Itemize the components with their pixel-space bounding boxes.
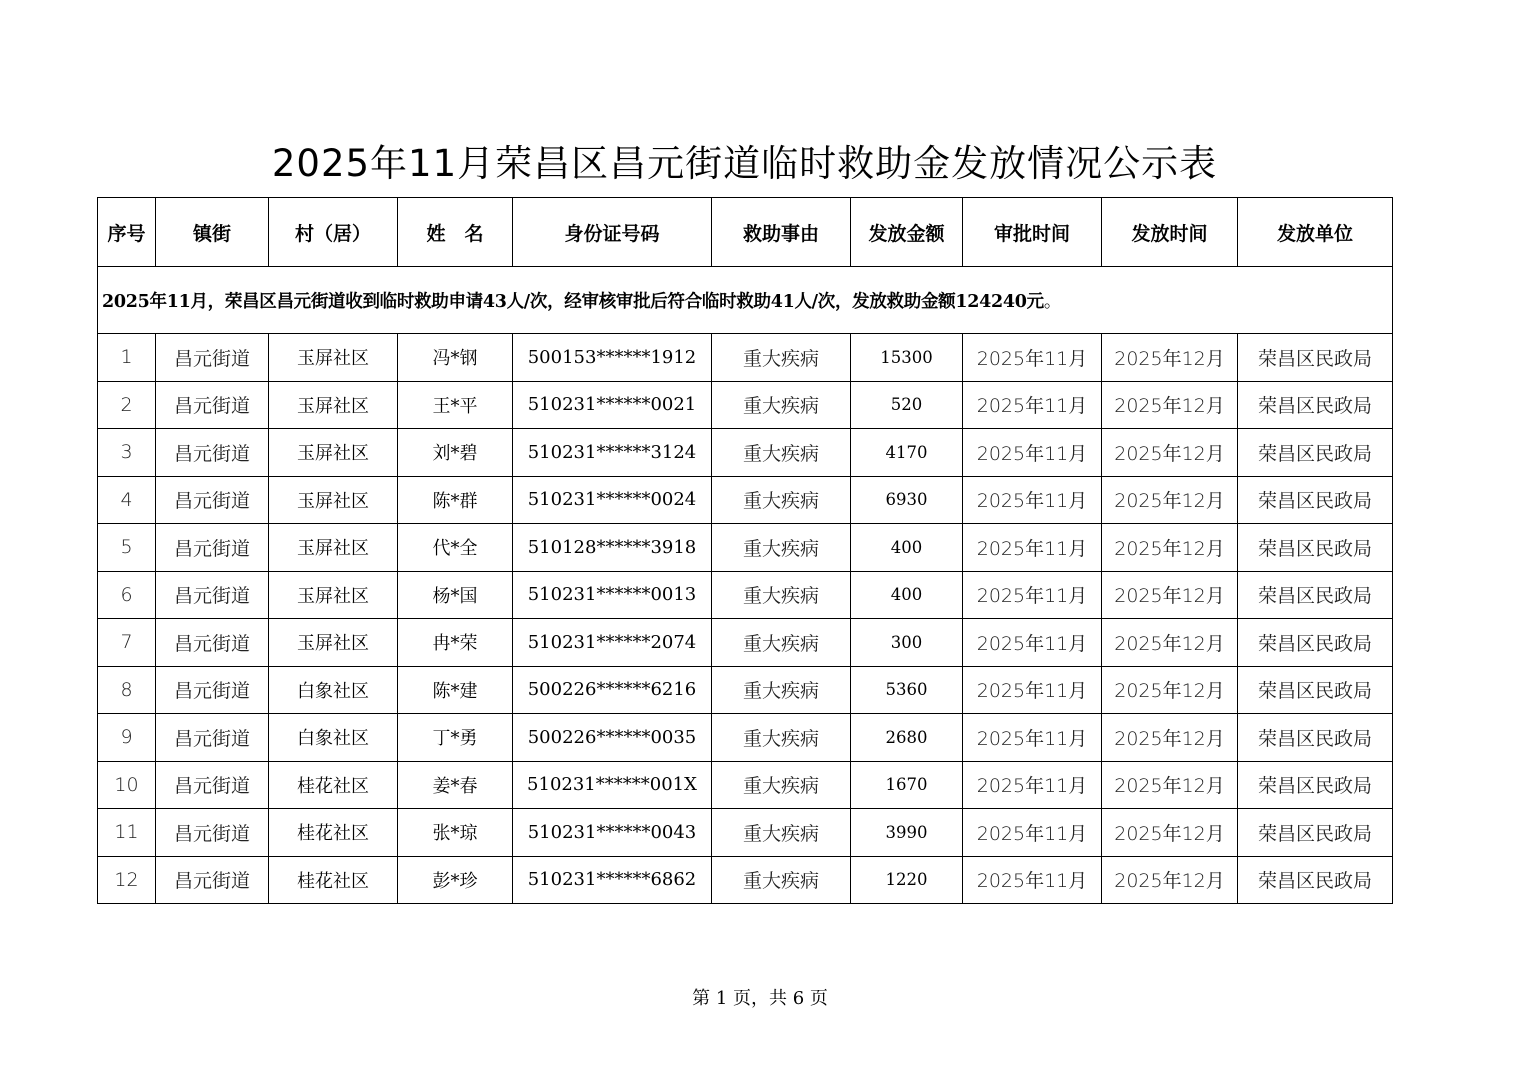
amount-cell: 5360 xyxy=(851,666,963,714)
person-name-cell: 代*全 xyxy=(398,524,513,572)
row-index-cell: 11 xyxy=(98,809,156,857)
community-cell: 白象社区 xyxy=(269,666,398,714)
town-cell: 昌元街道 xyxy=(156,381,269,429)
town-cell: 昌元街道 xyxy=(156,571,269,619)
approval-date-cell: 2025年11月 xyxy=(963,381,1102,429)
issuing-unit-cell: 荣昌区民政局 xyxy=(1238,761,1393,809)
summary-cell xyxy=(98,267,1393,334)
town-cell: 昌元街道 xyxy=(156,429,269,477)
town-cell: 昌元街道 xyxy=(156,334,269,382)
amount-cell: 1670 xyxy=(851,761,963,809)
payment-date-cell: 2025年12月 xyxy=(1102,524,1238,572)
id-number-cell: 510231******0024 xyxy=(513,476,712,524)
id-number-cell: 510231******3124 xyxy=(513,429,712,477)
town-cell: 昌元街道 xyxy=(156,476,269,524)
community-cell: 玉屏社区 xyxy=(269,476,398,524)
person-name-cell: 姜*春 xyxy=(398,761,513,809)
id-number-cell: 510231******001X xyxy=(513,761,712,809)
person-name-cell: 陈*建 xyxy=(398,666,513,714)
issuing-unit-cell: 荣昌区民政局 xyxy=(1238,809,1393,857)
payment-date-cell: 2025年12月 xyxy=(1102,714,1238,762)
header-index: 序号 xyxy=(98,198,156,267)
community-cell: 玉屏社区 xyxy=(269,571,398,619)
community-cell: 桂花社区 xyxy=(269,761,398,809)
approval-date-cell: 2025年11月 xyxy=(963,619,1102,667)
person-name-cell: 杨*国 xyxy=(398,571,513,619)
payment-date-cell: 2025年12月 xyxy=(1102,571,1238,619)
town-cell: 昌元街道 xyxy=(156,714,269,762)
person-name-cell: 王*平 xyxy=(398,381,513,429)
header-row xyxy=(98,198,1393,267)
approval-date-cell: 2025年11月 xyxy=(963,334,1102,382)
reason-cell: 重大疾病 xyxy=(712,571,851,619)
approval-date-cell: 2025年11月 xyxy=(963,524,1102,572)
issuing-unit-cell: 荣昌区民政局 xyxy=(1238,571,1393,619)
amount-cell: 3990 xyxy=(851,809,963,857)
relief-table xyxy=(97,197,1393,904)
header-reason: 救助事由 xyxy=(712,198,851,267)
reason-cell: 重大疾病 xyxy=(712,476,851,524)
summary-tail: 。 xyxy=(1043,291,1062,312)
table-row xyxy=(98,429,1393,477)
approval-date-cell: 2025年11月 xyxy=(963,714,1102,762)
reason-cell: 重大疾病 xyxy=(712,809,851,857)
row-index-cell: 12 xyxy=(98,856,156,904)
row-index-cell: 6 xyxy=(98,571,156,619)
header-community: 村（居） xyxy=(269,198,398,267)
issuing-unit-cell: 荣昌区民政局 xyxy=(1238,666,1393,714)
community-cell: 玉屏社区 xyxy=(269,334,398,382)
community-cell: 桂花社区 xyxy=(269,809,398,857)
row-index-cell: 9 xyxy=(98,714,156,762)
community-cell: 玉屏社区 xyxy=(269,429,398,477)
id-number-cell: 510128******3918 xyxy=(513,524,712,572)
amount-cell: 2680 xyxy=(851,714,963,762)
issuing-unit-cell: 荣昌区民政局 xyxy=(1238,429,1393,477)
issuing-unit-cell: 荣昌区民政局 xyxy=(1238,334,1393,382)
table-row xyxy=(98,381,1393,429)
table-row xyxy=(98,714,1393,762)
community-cell: 桂花社区 xyxy=(269,856,398,904)
payment-date-cell: 2025年12月 xyxy=(1102,381,1238,429)
person-name-cell: 丁*勇 xyxy=(398,714,513,762)
person-name-cell: 冯*钢 xyxy=(398,334,513,382)
summary-text: 2025年11月，荣昌区昌元街道收到临时救助申请43人/次，经审核审批后符合临时救助41人/次，发放救助金额124240元 xyxy=(102,291,1044,312)
header-approval-date: 审批时间 xyxy=(963,198,1102,267)
community-cell: 玉屏社区 xyxy=(269,619,398,667)
approval-date-cell: 2025年11月 xyxy=(963,809,1102,857)
reason-cell: 重大疾病 xyxy=(712,381,851,429)
header-id-number: 身份证号码 xyxy=(513,198,712,267)
header-amount: 发放金额 xyxy=(851,198,963,267)
issuing-unit-cell: 荣昌区民政局 xyxy=(1238,856,1393,904)
payment-date-cell: 2025年12月 xyxy=(1102,761,1238,809)
id-number-cell: 510231******0013 xyxy=(513,571,712,619)
amount-cell: 4170 xyxy=(851,429,963,477)
row-index-cell: 5 xyxy=(98,524,156,572)
town-cell: 昌元街道 xyxy=(156,761,269,809)
header-payment-date: 发放时间 xyxy=(1102,198,1238,267)
issuing-unit-cell: 荣昌区民政局 xyxy=(1238,619,1393,667)
header-town: 镇街 xyxy=(156,198,269,267)
reason-cell: 重大疾病 xyxy=(712,619,851,667)
reason-cell: 重大疾病 xyxy=(712,334,851,382)
reason-cell: 重大疾病 xyxy=(712,856,851,904)
table-row xyxy=(98,856,1393,904)
row-index-cell: 10 xyxy=(98,761,156,809)
payment-date-cell: 2025年12月 xyxy=(1102,619,1238,667)
payment-date-cell: 2025年12月 xyxy=(1102,476,1238,524)
payment-date-cell: 2025年12月 xyxy=(1102,429,1238,477)
reason-cell: 重大疾病 xyxy=(712,714,851,762)
table-row xyxy=(98,666,1393,714)
town-cell: 昌元街道 xyxy=(156,619,269,667)
amount-cell: 6930 xyxy=(851,476,963,524)
table-row xyxy=(98,761,1393,809)
person-name-cell: 陈*群 xyxy=(398,476,513,524)
row-index-cell: 7 xyxy=(98,619,156,667)
person-name-cell: 刘*碧 xyxy=(398,429,513,477)
community-cell: 白象社区 xyxy=(269,714,398,762)
approval-date-cell: 2025年11月 xyxy=(963,666,1102,714)
amount-cell: 300 xyxy=(851,619,963,667)
row-index-cell: 1 xyxy=(98,334,156,382)
table-row xyxy=(98,334,1393,382)
amount-cell: 400 xyxy=(851,524,963,572)
town-cell: 昌元街道 xyxy=(156,809,269,857)
reason-cell: 重大疾病 xyxy=(712,666,851,714)
issuing-unit-cell: 荣昌区民政局 xyxy=(1238,714,1393,762)
amount-cell: 1220 xyxy=(851,856,963,904)
payment-date-cell: 2025年12月 xyxy=(1102,856,1238,904)
amount-cell: 15300 xyxy=(851,334,963,382)
approval-date-cell: 2025年11月 xyxy=(963,761,1102,809)
id-number-cell: 510231******6862 xyxy=(513,856,712,904)
header-issuing-unit: 发放单位 xyxy=(1238,198,1393,267)
reason-cell: 重大疾病 xyxy=(712,524,851,572)
issuing-unit-cell: 荣昌区民政局 xyxy=(1238,381,1393,429)
amount-cell: 400 xyxy=(851,571,963,619)
approval-date-cell: 2025年11月 xyxy=(963,856,1102,904)
id-number-cell: 500226******0035 xyxy=(513,714,712,762)
row-index-cell: 4 xyxy=(98,476,156,524)
table-row xyxy=(98,476,1393,524)
town-cell: 昌元街道 xyxy=(156,666,269,714)
reason-cell: 重大疾病 xyxy=(712,429,851,477)
town-cell: 昌元街道 xyxy=(156,524,269,572)
page-title: 2025年11月荣昌区昌元街道临时救助金发放情况公示表 xyxy=(271,142,1218,185)
table-row xyxy=(98,619,1393,667)
person-name-cell: 张*琼 xyxy=(398,809,513,857)
id-number-cell: 500153******1912 xyxy=(513,334,712,382)
person-name-cell: 彭*珍 xyxy=(398,856,513,904)
approval-date-cell: 2025年11月 xyxy=(963,429,1102,477)
amount-cell: 520 xyxy=(851,381,963,429)
table-row xyxy=(98,809,1393,857)
table-row xyxy=(98,571,1393,619)
id-number-cell: 500226******6216 xyxy=(513,666,712,714)
row-index-cell: 3 xyxy=(98,429,156,477)
id-number-cell: 510231******0043 xyxy=(513,809,712,857)
row-index-cell: 8 xyxy=(98,666,156,714)
issuing-unit-cell: 荣昌区民政局 xyxy=(1238,524,1393,572)
header-name: 姓 名 xyxy=(398,198,513,267)
payment-date-cell: 2025年12月 xyxy=(1102,666,1238,714)
payment-date-cell: 2025年12月 xyxy=(1102,334,1238,382)
payment-date-cell: 2025年12月 xyxy=(1102,809,1238,857)
id-number-cell: 510231******0021 xyxy=(513,381,712,429)
row-index-cell: 2 xyxy=(98,381,156,429)
town-cell: 昌元街道 xyxy=(156,856,269,904)
issuing-unit-cell: 荣昌区民政局 xyxy=(1238,476,1393,524)
person-name-cell: 冉*荣 xyxy=(398,619,513,667)
summary-row xyxy=(98,267,1393,334)
community-cell: 玉屏社区 xyxy=(269,381,398,429)
table-row xyxy=(98,524,1393,572)
approval-date-cell: 2025年11月 xyxy=(963,476,1102,524)
reason-cell: 重大疾病 xyxy=(712,761,851,809)
id-number-cell: 510231******2074 xyxy=(513,619,712,667)
community-cell: 玉屏社区 xyxy=(269,524,398,572)
page-footer: 第 1 页，共 6 页 xyxy=(692,988,828,1009)
approval-date-cell: 2025年11月 xyxy=(963,571,1102,619)
